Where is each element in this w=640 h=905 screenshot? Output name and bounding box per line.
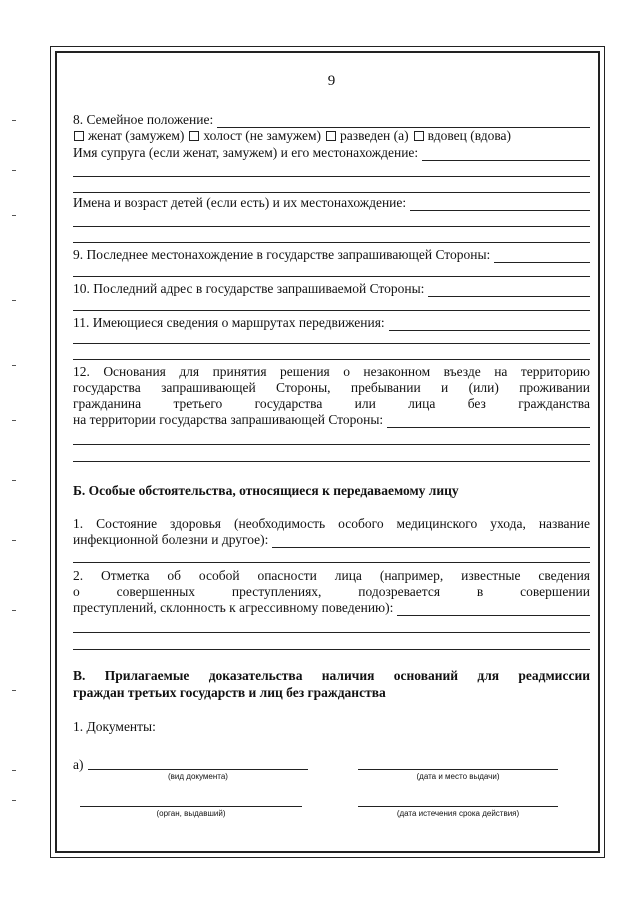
children-extra-line[interactable] <box>73 226 590 227</box>
item-a-label: а) <box>73 757 84 772</box>
last-location-label: 9. Последнее местонахождение в государстве запрашивающей Стороны: <box>73 247 491 262</box>
danger-line: 2. Отметка об особой опасности лица (например, известные сведения <box>73 568 590 583</box>
page-border <box>50 46 605 858</box>
danger-block <box>73 568 590 616</box>
margin-marks <box>12 0 22 905</box>
grounds-extra-line[interactable] <box>73 461 590 462</box>
routes-row <box>73 315 590 331</box>
checkbox-icon[interactable] <box>414 131 424 141</box>
grounds-line: 12. Основания для принятия решения о незаконном въезде на территорию <box>73 364 590 379</box>
section-c-title-line1: В. Прилагаемые доказательства наличия оснований для реадмиссии <box>73 668 590 683</box>
routes-label: 11. Имеющиеся сведения о маршрутах передвижения: <box>73 315 385 330</box>
last-address-row <box>73 281 590 297</box>
danger-last-label: преступлений, склонность к агрессивному поведению): <box>73 600 394 615</box>
issue-field[interactable] <box>358 769 558 770</box>
spouse-extra-line[interactable] <box>73 192 590 193</box>
issuer-field[interactable] <box>80 806 302 807</box>
section-b-title: Б. Особые обстоятельства, относящиеся к передаваемому лицу <box>73 483 459 498</box>
children-field[interactable] <box>410 199 590 211</box>
last-address-field[interactable] <box>428 285 590 297</box>
issuer-caption: (орган, выдавший) <box>156 809 226 818</box>
last-address-label: 10. Последний адрес в государстве запрашиваемой Стороны: <box>73 281 425 296</box>
danger-last-row <box>73 600 590 616</box>
routes-extra-line[interactable] <box>73 343 590 344</box>
health-last-label: инфекционной болезни и другое): <box>73 532 269 547</box>
danger-extra-line[interactable] <box>73 649 590 650</box>
grounds-field[interactable] <box>387 416 590 428</box>
health-field[interactable] <box>272 536 590 548</box>
page-number: 9 <box>327 73 336 89</box>
children-extra-line[interactable] <box>73 242 590 243</box>
health-line: 1. Состояние здоровья (необходимость особого медицинского ухода, название <box>73 516 590 531</box>
checkbox-icon[interactable] <box>326 131 336 141</box>
grounds-last-label: на территории государства запрашивающей Стороны: <box>73 412 384 427</box>
grounds-block <box>73 364 590 428</box>
option-widowed[interactable]: вдовец (вдова) <box>413 128 511 144</box>
option-single[interactable]: холост (не замужем) <box>188 128 321 144</box>
routes-extra-line[interactable] <box>73 359 590 360</box>
section-c-title-line2: граждан третьих государств и лиц без гражданства <box>73 685 386 700</box>
last-location-field[interactable] <box>494 251 590 263</box>
children-row <box>73 195 590 211</box>
marital-status-row <box>73 112 590 128</box>
checkbox-icon[interactable] <box>189 131 199 141</box>
marital-status-label: 8. Семейное положение: <box>73 112 214 127</box>
issue-caption: (дата и место выдачи) <box>416 772 500 781</box>
last-location-row <box>73 247 590 263</box>
spouse-extra-line[interactable] <box>73 176 590 177</box>
doc-type-field[interactable] <box>88 769 308 770</box>
danger-field[interactable] <box>397 604 590 616</box>
marital-options-row <box>73 128 590 144</box>
health-block <box>73 516 590 548</box>
grounds-last-row <box>73 412 590 428</box>
spouse-label: Имя супруга (если женат, замужем) и его местонахождение: <box>73 145 419 160</box>
grounds-extra-line[interactable] <box>73 444 590 445</box>
grounds-line: государства запрашивающей Стороны, пребывании и (или) проживании <box>73 380 590 395</box>
doc-type-caption: (вид документа) <box>168 772 228 781</box>
health-extra-line[interactable] <box>73 562 590 563</box>
routes-field[interactable] <box>389 319 590 331</box>
marital-status-field[interactable] <box>217 116 590 128</box>
last-location-extra-line[interactable] <box>73 276 590 277</box>
spouse-field[interactable] <box>422 149 590 161</box>
grounds-line: гражданина третьего государства или лица без гражданства <box>73 396 590 411</box>
last-address-extra-line[interactable] <box>73 310 590 311</box>
expiry-caption: (дата истечения срока действия) <box>396 809 520 818</box>
option-divorced[interactable]: разведен (а) <box>325 128 409 144</box>
checkbox-icon[interactable] <box>74 131 84 141</box>
danger-line: о совершенных преступлениях, подозревается в совершении <box>73 584 590 599</box>
expiry-field[interactable] <box>358 806 558 807</box>
option-married[interactable]: женат (замужем) <box>73 128 184 144</box>
health-last-row <box>73 532 590 548</box>
children-label: Имена и возраст детей (если есть) и их местонахождение: <box>73 195 407 210</box>
danger-extra-line[interactable] <box>73 632 590 633</box>
documents-label: 1. Документы: <box>73 719 156 734</box>
spouse-row <box>73 145 590 161</box>
